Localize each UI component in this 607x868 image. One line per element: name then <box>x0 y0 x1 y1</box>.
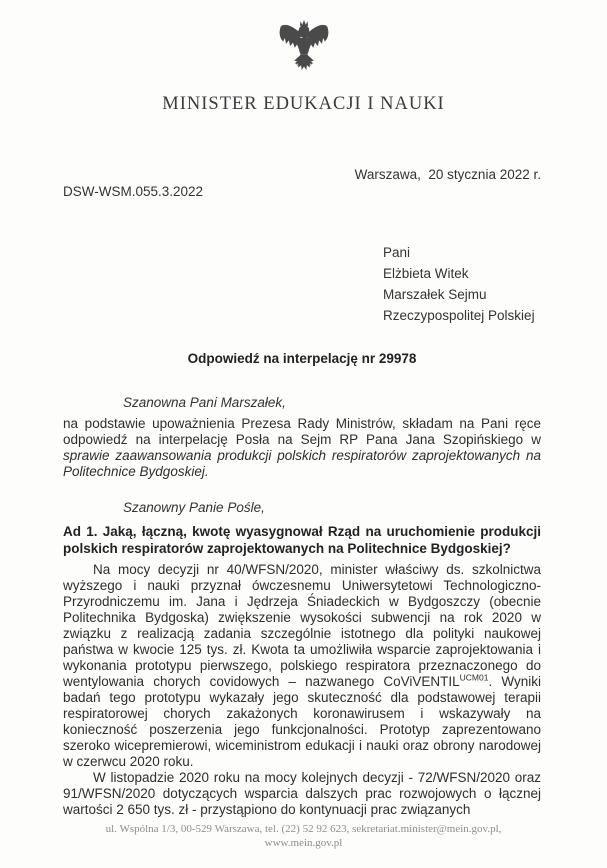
polish-eagle-emblem <box>0 0 607 80</box>
answer-1-text-continued: . Wyniki badań tego prototypu wykazały jego skuteczność dla podstawowej terapii respiratorowej chorych zakażonych koronawirusem i wskazywały na konieczność poszerzenia jego funkcjonalności. Prototyp zaprezentowano szeroko wicepremierowi, wiceministrom edukacji i nauki oraz obrony narodowej w czerwcu 2020 roku. <box>63 674 541 770</box>
coviventil-superscript: UCM01 <box>459 672 489 683</box>
footer-address-block <box>0 823 607 850</box>
question-ad1-heading: Ad 1. Jaką, łączną, kwotę wyasygnował Rząd na uruchomienie produkcji polskich respiratorów zaprojektowanych na Politechnice Bydgoskiej? <box>63 524 541 556</box>
letter-content <box>0 167 607 818</box>
addressee-block <box>383 242 541 326</box>
salutation-marszalek: Szanowna Pani Marszałek, <box>123 395 286 410</box>
subject-line: Odpowiedź na interpelację nr 29978 <box>187 351 417 366</box>
interpellation-title: sprawie zaawansowania produkcji polskich respiratorów zaprojektowanych na Politechnice Bydgoskiej. <box>63 448 541 479</box>
answer-paragraph-2: W listopadzie 2020 roku na mocy kolejnych decyzji - 72/WFSN/2020 oraz 91/WFSN/2020 dotyczących wsparcia dalszych prac rozwojowych o łącznej wartości 2 650 tys. zł - przystąpiono do kontynuacji prac związanych <box>63 770 541 818</box>
place-and-date: Warszawa, 20 stycznia 2022 r. <box>354 167 541 182</box>
footer-website: www.mein.gov.pl <box>264 836 343 849</box>
addressee-name: Elżbieta Witek <box>383 266 469 281</box>
salutation-posel: Szanowny Panie Pośle, <box>123 500 265 515</box>
eagle-icon <box>275 13 333 77</box>
answer-1-text: Na mocy decyzji nr 40/WFSN/2020, minister właściwy ds. szkolnictwa wyższego i nauki przyznał ówczesnemu Uniwersytetowi Technologiczno-Przyrodniczemu im. Jana i Jędrzeja Śniadeckich w Bydgoszczy (obecnie Politechnika Bydgoska) zwiększenie wysokości subwencji na rok 2020 w związku z realizacją zadania szczególnie istotnego dla polityki naukowej państwa w kwocie 125 tys. zł. Kwota ta umożliwiła wsparcie zaprojektowania i wykonania prototypu pierwszego, polskiego respiratora przeznaczonego do wentylowania chorych covidowych – nazwanego CoViVENTIL <box>63 562 541 690</box>
intro-paragraph <box>63 416 541 480</box>
intro-paragraph-plain: na podstawie upoważnienia Prezesa Rady Ministrów, składam na Pani ręce odpowiedź na interpelację Posła na Sejm RP Pana Jana Szopińskiego w <box>63 416 541 447</box>
addressee-salutation: Pani <box>383 245 411 260</box>
addressee-institution: Rzeczypospolitej Polskiej <box>383 308 535 323</box>
ministry-title: MINISTER EDUKACJI I NAUKI <box>162 94 445 114</box>
answer-paragraph-1 <box>63 562 541 770</box>
addressee-title: Marszałek Sejmu <box>383 287 487 302</box>
reference-number: DSW-WSM.055.3.2022 <box>63 184 204 199</box>
footer-contact-line: ul. Wspólna 1/3, 00-529 Warszawa, tel. (22) 52 92 623, sekretariat.minister@mein.gov.pl, <box>105 823 502 835</box>
